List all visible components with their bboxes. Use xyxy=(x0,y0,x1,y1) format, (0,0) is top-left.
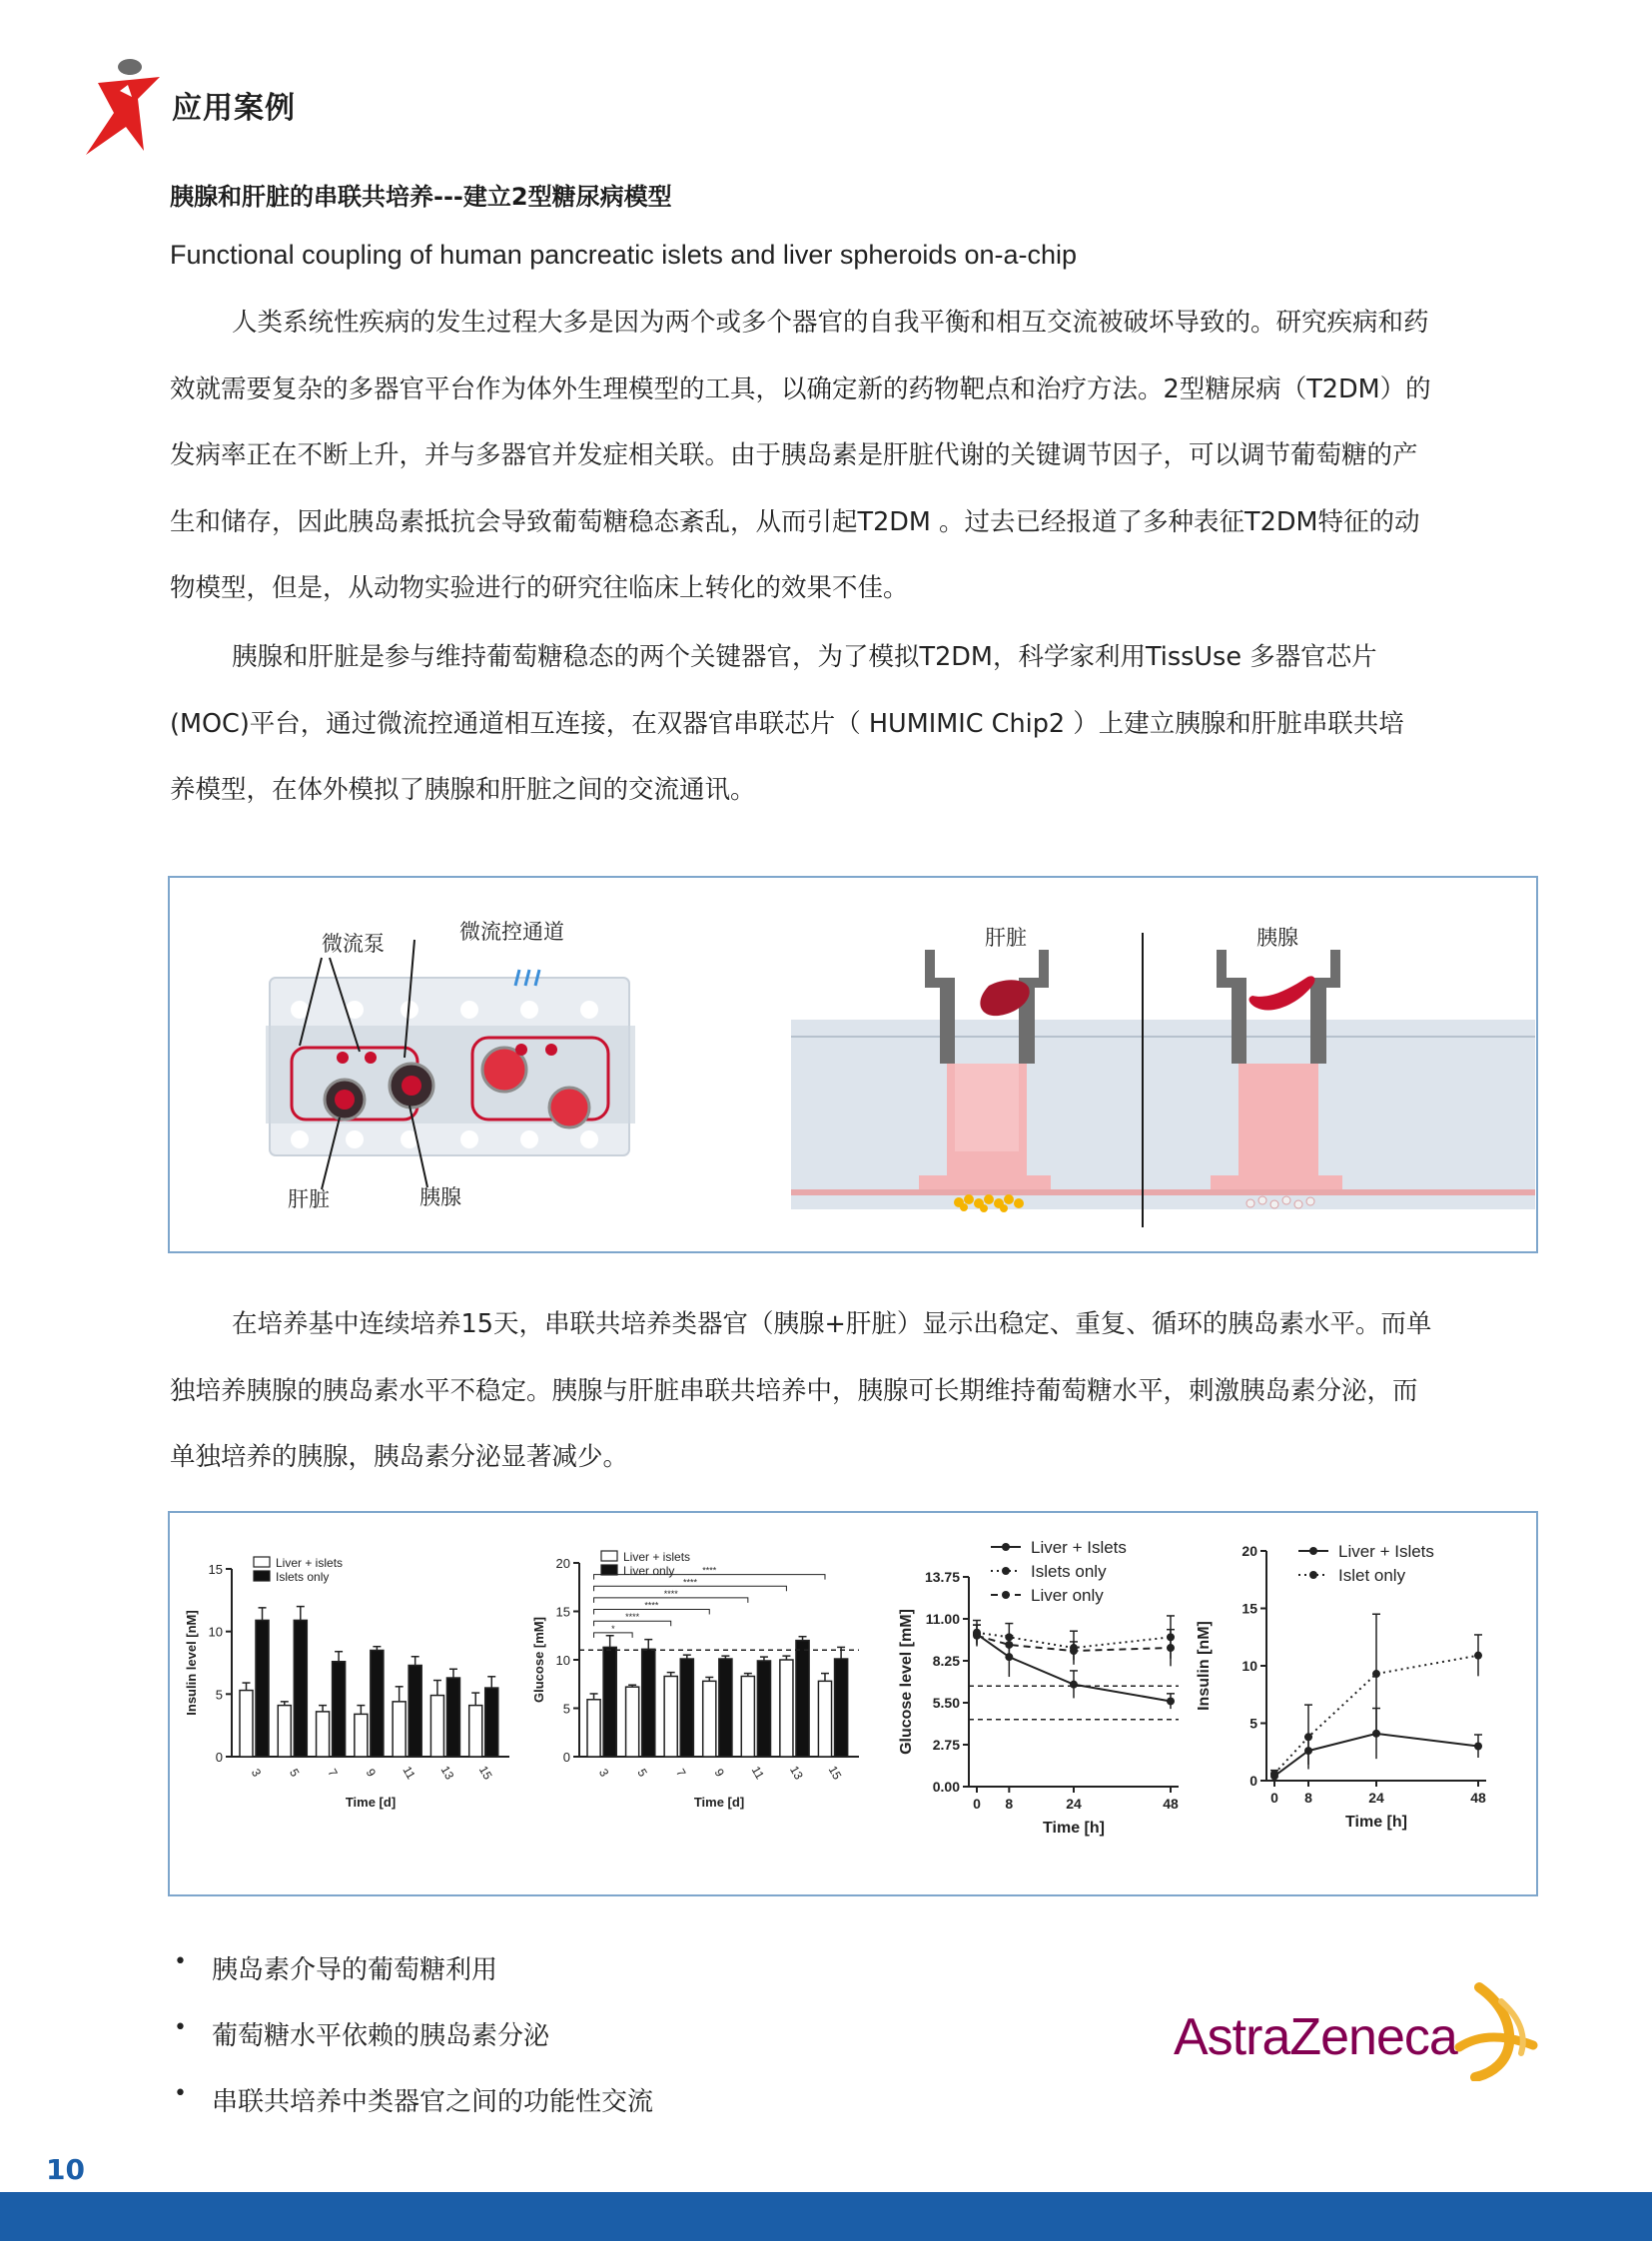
bar xyxy=(603,1647,616,1757)
paragraph-line: 单独培养的胰腺，胰岛素分泌显著减少。 xyxy=(170,1442,629,1472)
x-axis-label: Time [h] xyxy=(1345,1814,1407,1831)
bar xyxy=(741,1676,754,1757)
legend-label: Liver only xyxy=(623,1564,675,1578)
y-tick-label: 2.75 xyxy=(932,1737,960,1753)
section-title: 应用案例 xyxy=(172,91,296,126)
y-axis-label: Glucose [mM] xyxy=(531,1617,546,1703)
bar xyxy=(430,1696,443,1757)
x-tick-label: 3 xyxy=(248,1766,265,1780)
bar xyxy=(278,1706,291,1757)
legend-label: Liver + islets xyxy=(623,1550,691,1564)
label-pancreas-bottom: 胰腺 xyxy=(419,1185,461,1209)
bullet-text: 胰岛素介导的葡萄糖利用 xyxy=(212,1955,498,1985)
paragraph-line: 发病率正在不断上升，并与多器官并发症相关联。由于胰岛素是肝脏代谢的关键调节因子，可以调节葡萄糖的产 xyxy=(170,440,1418,470)
chip-diagram-figure xyxy=(168,876,1538,1253)
data-point xyxy=(1005,1653,1013,1661)
y-tick-label: 5.50 xyxy=(932,1695,960,1711)
bar xyxy=(835,1659,848,1757)
y-tick-label: 10 xyxy=(555,1653,570,1668)
legend-marker xyxy=(1002,1591,1010,1599)
bar xyxy=(587,1700,600,1757)
bar xyxy=(333,1662,346,1757)
paragraph-line: 在培养基中连续培养15天，串联共培养类器官（胰腺+肝脏）显示出稳定、重复、循环的胰岛素水平。而单 xyxy=(232,1309,1432,1339)
y-tick-label: 10 xyxy=(208,1624,223,1640)
astrazeneca-logo xyxy=(1174,1989,1543,2079)
bar xyxy=(719,1659,732,1757)
y-tick-label: 0 xyxy=(562,1750,570,1765)
bullet-item: • 胰岛素介导的葡萄糖利用 xyxy=(174,1949,498,1985)
paragraph-line: (MOC)平台，通过微流控通道相互连接，在双器官串联芯片（ HUMIMIC Chip2 ）上建立胰腺和肝脏串联共培 xyxy=(170,708,1404,739)
bar xyxy=(294,1620,307,1757)
data-point xyxy=(1005,1641,1013,1649)
data-point xyxy=(1474,1652,1482,1660)
y-tick-label: 11.00 xyxy=(925,1611,960,1627)
bar xyxy=(757,1661,770,1757)
paragraph-line: 人类系统性疾病的发生过程大多是因为两个或多个器官的自我平衡和相互交流被破坏导致的。研究疾病和药 xyxy=(232,308,1429,338)
article-heading-cn: 胰腺和肝脏的串联共培养---建立2型糖尿病模型 xyxy=(170,183,672,211)
footer-bar xyxy=(0,2192,1652,2241)
bar xyxy=(680,1659,693,1757)
bar xyxy=(317,1712,330,1757)
bar xyxy=(642,1649,655,1757)
bar xyxy=(240,1691,253,1757)
y-tick-label: 5 xyxy=(215,1687,223,1703)
results-charts xyxy=(170,1513,1538,1896)
brand-figure-icon xyxy=(78,55,168,155)
label-pump: 微流泵 xyxy=(322,932,385,956)
significance-label: * xyxy=(611,1623,615,1634)
data-point xyxy=(1167,1697,1175,1705)
bar xyxy=(626,1687,639,1757)
paragraph-line: 效就需要复杂的多器官平台作为体外生理模型的工具，以确定新的药物靶点和治疗方法。2型糖尿病（T2DM）的 xyxy=(170,374,1431,404)
astrazeneca-symbol-icon xyxy=(1451,1981,1541,2081)
legend-label: Islets only xyxy=(276,1570,330,1584)
x-tick-label: 24 xyxy=(1368,1790,1384,1806)
bar xyxy=(703,1681,716,1757)
significance-label: **** xyxy=(644,1600,659,1611)
x-tick-label: 48 xyxy=(1470,1790,1486,1806)
x-tick-label: 7 xyxy=(672,1766,689,1780)
significance-label: **** xyxy=(702,1565,717,1576)
bar xyxy=(780,1660,793,1757)
article-heading-en: Functional coupling of human pancreatic islets and liver spheroids on-a-chip xyxy=(170,240,1078,270)
x-tick-label: 48 xyxy=(1163,1796,1179,1812)
y-tick-label: 0 xyxy=(215,1750,223,1765)
data-point xyxy=(1372,1670,1380,1678)
legend-label: Islet only xyxy=(1338,1566,1406,1585)
y-tick-label: 13.75 xyxy=(924,1569,960,1585)
bullet-item: • 葡萄糖水平依赖的胰岛素分泌 xyxy=(174,2015,550,2051)
y-tick-label: 8.25 xyxy=(932,1653,960,1669)
bullet-text: 串联共培养中类器官之间的功能性交流 xyxy=(212,2087,654,2117)
x-axis-label: Time [d] xyxy=(345,1795,397,1810)
significance-label: **** xyxy=(663,1588,678,1599)
paragraph-line: 生和储存，因此胰岛素抵抗会导致葡萄糖稳态紊乱，从而引起T2DM 。过去已经报道了多种表征T2DM特征的动 xyxy=(170,506,1420,537)
legend-label: Liver + Islets xyxy=(1338,1542,1434,1561)
legend-swatch xyxy=(254,1571,270,1581)
legend-swatch xyxy=(601,1565,617,1575)
label-pancreas-top: 胰腺 xyxy=(1256,926,1298,950)
y-tick-label: 5 xyxy=(562,1701,570,1717)
bar xyxy=(446,1678,459,1757)
bullet-item: • 串联共培养中类器官之间的功能性交流 xyxy=(174,2081,654,2117)
x-axis-label: Time [d] xyxy=(693,1795,745,1810)
bar xyxy=(256,1620,269,1757)
data-point xyxy=(1070,1681,1078,1689)
x-tick-label: 7 xyxy=(325,1766,341,1780)
x-tick-label: 5 xyxy=(287,1766,303,1780)
y-tick-label: 0 xyxy=(1249,1773,1257,1789)
y-axis-label: Insulin level [nM] xyxy=(184,1610,199,1716)
paragraph-results xyxy=(170,1291,1538,1491)
y-axis-label: Glucose level [mM] xyxy=(898,1609,915,1755)
x-tick-label: 0 xyxy=(1270,1790,1278,1806)
x-tick-label: 0 xyxy=(973,1796,981,1812)
data-point xyxy=(1474,1743,1482,1751)
paragraph-line: 物模型，但是，从动物实验进行的研究往临床上转化的效果不佳。 xyxy=(170,573,909,603)
significance-label: **** xyxy=(682,1577,697,1588)
legend-marker xyxy=(1309,1547,1317,1555)
x-tick-label: 8 xyxy=(1304,1790,1312,1806)
legend-marker xyxy=(1002,1543,1010,1551)
bar xyxy=(355,1714,368,1757)
x-tick-label: 5 xyxy=(634,1766,650,1780)
y-tick-label: 0.00 xyxy=(932,1779,960,1795)
bar xyxy=(469,1706,482,1757)
data-point xyxy=(1270,1770,1278,1778)
x-tick-label: 15 xyxy=(475,1763,495,1783)
bar xyxy=(409,1666,421,1757)
data-point xyxy=(1070,1647,1078,1655)
x-tick-label: 13 xyxy=(787,1763,806,1783)
results-charts-figure xyxy=(168,1511,1538,1896)
bullet-text: 葡萄糖水平依赖的胰岛素分泌 xyxy=(212,2021,550,2051)
label-channel: 微流控通道 xyxy=(459,920,564,944)
bar xyxy=(393,1702,406,1757)
paragraph-line: 独培养胰腺的胰岛素水平不稳定。胰腺与肝脏串联共培养中，胰腺可长期维持葡萄糖水平，刺激胰岛素分泌，而 xyxy=(170,1375,1418,1406)
paragraph-intro xyxy=(170,290,1538,622)
legend-label: Liver + islets xyxy=(276,1556,344,1570)
pancreas-organ-icon xyxy=(1249,976,1315,1010)
data-point xyxy=(1167,1644,1175,1652)
legend-marker xyxy=(1309,1571,1317,1579)
paragraph-moc xyxy=(170,624,1538,824)
bar xyxy=(371,1650,384,1757)
y-tick-label: 15 xyxy=(1241,1600,1257,1617)
bar xyxy=(796,1641,809,1757)
x-tick-label: 11 xyxy=(400,1764,418,1782)
x-tick-label: 3 xyxy=(595,1766,612,1780)
page-number: 10 xyxy=(46,2153,85,2186)
x-tick-label: 9 xyxy=(711,1766,728,1780)
legend-label: Islets only xyxy=(1031,1562,1107,1581)
label-liver-top: 肝脏 xyxy=(985,926,1027,950)
paragraph-line: 养模型，在体外模拟了胰腺和肝脏之间的交流通讯。 xyxy=(170,775,756,805)
significance-label: **** xyxy=(625,1612,640,1623)
legend-marker xyxy=(1002,1567,1010,1575)
bar xyxy=(818,1681,831,1757)
bar xyxy=(664,1676,677,1757)
legend-swatch xyxy=(254,1557,270,1567)
label-liver-bottom: 肝脏 xyxy=(288,1187,330,1211)
paragraph-line: 胰腺和肝脏是参与维持葡萄糖稳态的两个关键器官，为了模拟T2DM，科学家利用TissUse 多器官芯片 xyxy=(232,642,1377,672)
cross-section-base xyxy=(791,1020,1535,1209)
bar xyxy=(485,1688,498,1757)
x-tick-label: 15 xyxy=(825,1763,845,1783)
y-axis-label: Insulin [nM] xyxy=(1196,1621,1213,1711)
legend-label: Liver only xyxy=(1031,1586,1104,1605)
x-tick-label: 11 xyxy=(748,1764,768,1782)
y-tick-label: 15 xyxy=(208,1562,223,1577)
y-tick-label: 20 xyxy=(555,1556,570,1571)
legend-swatch xyxy=(601,1551,617,1561)
x-tick-label: 13 xyxy=(437,1763,457,1783)
y-tick-label: 10 xyxy=(1241,1658,1257,1674)
brand-name: AstraZeneca xyxy=(1174,2008,1457,2066)
x-tick-label: 24 xyxy=(1066,1796,1082,1812)
bullet-list xyxy=(170,1949,653,2147)
data-point xyxy=(1304,1733,1312,1741)
y-tick-label: 5 xyxy=(1249,1715,1257,1732)
x-tick-label: 9 xyxy=(363,1766,380,1780)
y-tick-label: 20 xyxy=(1241,1543,1257,1559)
data-point xyxy=(973,1632,981,1640)
y-tick-label: 15 xyxy=(555,1604,570,1620)
legend-label: Liver + Islets xyxy=(1031,1538,1127,1557)
x-axis-label: Time [h] xyxy=(1043,1820,1105,1837)
x-tick-label: 8 xyxy=(1005,1796,1014,1812)
